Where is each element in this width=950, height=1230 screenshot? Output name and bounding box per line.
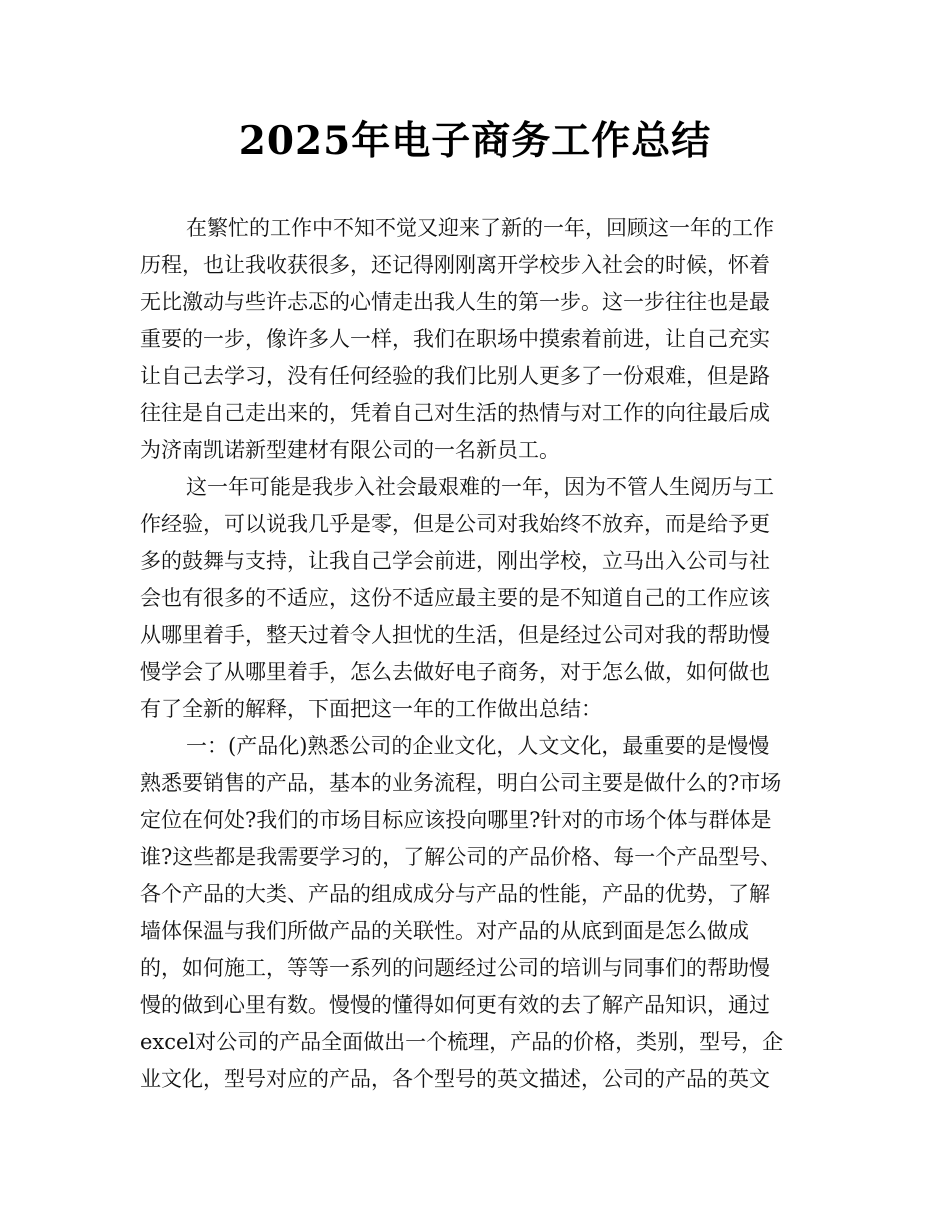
- text-line: 慢学会了从哪里着手，怎么去做好电子商务，对于怎么做，如何做也: [140, 660, 770, 684]
- text-line: 一：(产品化)熟悉公司的企业文化，人文文化，最重要的是慢慢: [186, 734, 770, 758]
- text-line: 墙体保温与我们所做产品的关联性。对产品的从底到面是怎么做成: [140, 919, 749, 943]
- text-line: 慢的做到心里有数。慢慢的懂得如何更有效的去了解产品知识，通过: [140, 993, 770, 1017]
- text-line: 往往是自己走出来的，凭着自己对生活的热情与对工作的向往最后成: [140, 401, 770, 425]
- text-line: 多的鼓舞与支持，让我自己学会前进，刚出学校，立马出入公司与社: [140, 549, 770, 573]
- text-line: 各个产品的大类、产品的组成成分与产品的性能，产品的优势，了解: [140, 882, 770, 906]
- document-title: 2025年电子商务工作总结: [238, 118, 712, 164]
- text-line: 有了全新的解释，下面把这一年的工作做出总结：: [140, 697, 602, 721]
- text-line: 在繁忙的工作中不知不觉又迎来了新的一年，回顾这一年的工作: [186, 216, 774, 240]
- text-line: 业文化，型号对应的产品，各个型号的英文描述，公司的产品的英文: [140, 1067, 770, 1091]
- text-line: excel对公司的产品全面做出一个梳理，产品的价格，类别，型号，企: [140, 1030, 784, 1054]
- text-line: 定位在何处?我们的市场目标应该投向哪里?针对的市场个体与群体是: [140, 808, 772, 832]
- text-line: 作经验，可以说我几乎是零，但是公司对我始终不放弃，而是给予更: [140, 512, 770, 536]
- text-line: 的，如何施工，等等一系列的问题经过公司的培训与同事们的帮助慢: [140, 956, 770, 980]
- text-line: 会也有很多的不适应，这份不适应最主要的是不知道自己的工作应该: [140, 586, 770, 610]
- text-line: 熟悉要销售的产品，基本的业务流程，明白公司主要是做什么的?市场: [140, 771, 782, 795]
- text-line: 这一年可能是我步入社会最艰难的一年，因为不管人生阅历与工: [186, 475, 774, 499]
- text-line: 无比激动与些许忐忑的心情走出我人生的第一步。这一步往往也是最: [140, 290, 770, 314]
- document-body: [140, 210, 810, 1098]
- text-line: 从哪里着手，整天过着令人担忧的生活，但是经过公司对我的帮助慢: [140, 623, 770, 647]
- text-line: 谁?这些都是我需要学习的，了解公司的产品价格、每一个产品型号、: [140, 845, 782, 869]
- text-line: 为济南凯诺新型建材有限公司的一名新员工。: [140, 438, 560, 462]
- text-line: 历程，也让我收获很多，还记得刚刚离开学校步入社会的时候，怀着: [140, 253, 770, 277]
- text-line: 重要的一步，像许多人一样，我们在职场中摸索着前进，让自己充实: [140, 327, 770, 351]
- text-line: 让自己去学习，没有任何经验的我们比别人更多了一份艰难，但是路: [140, 364, 770, 388]
